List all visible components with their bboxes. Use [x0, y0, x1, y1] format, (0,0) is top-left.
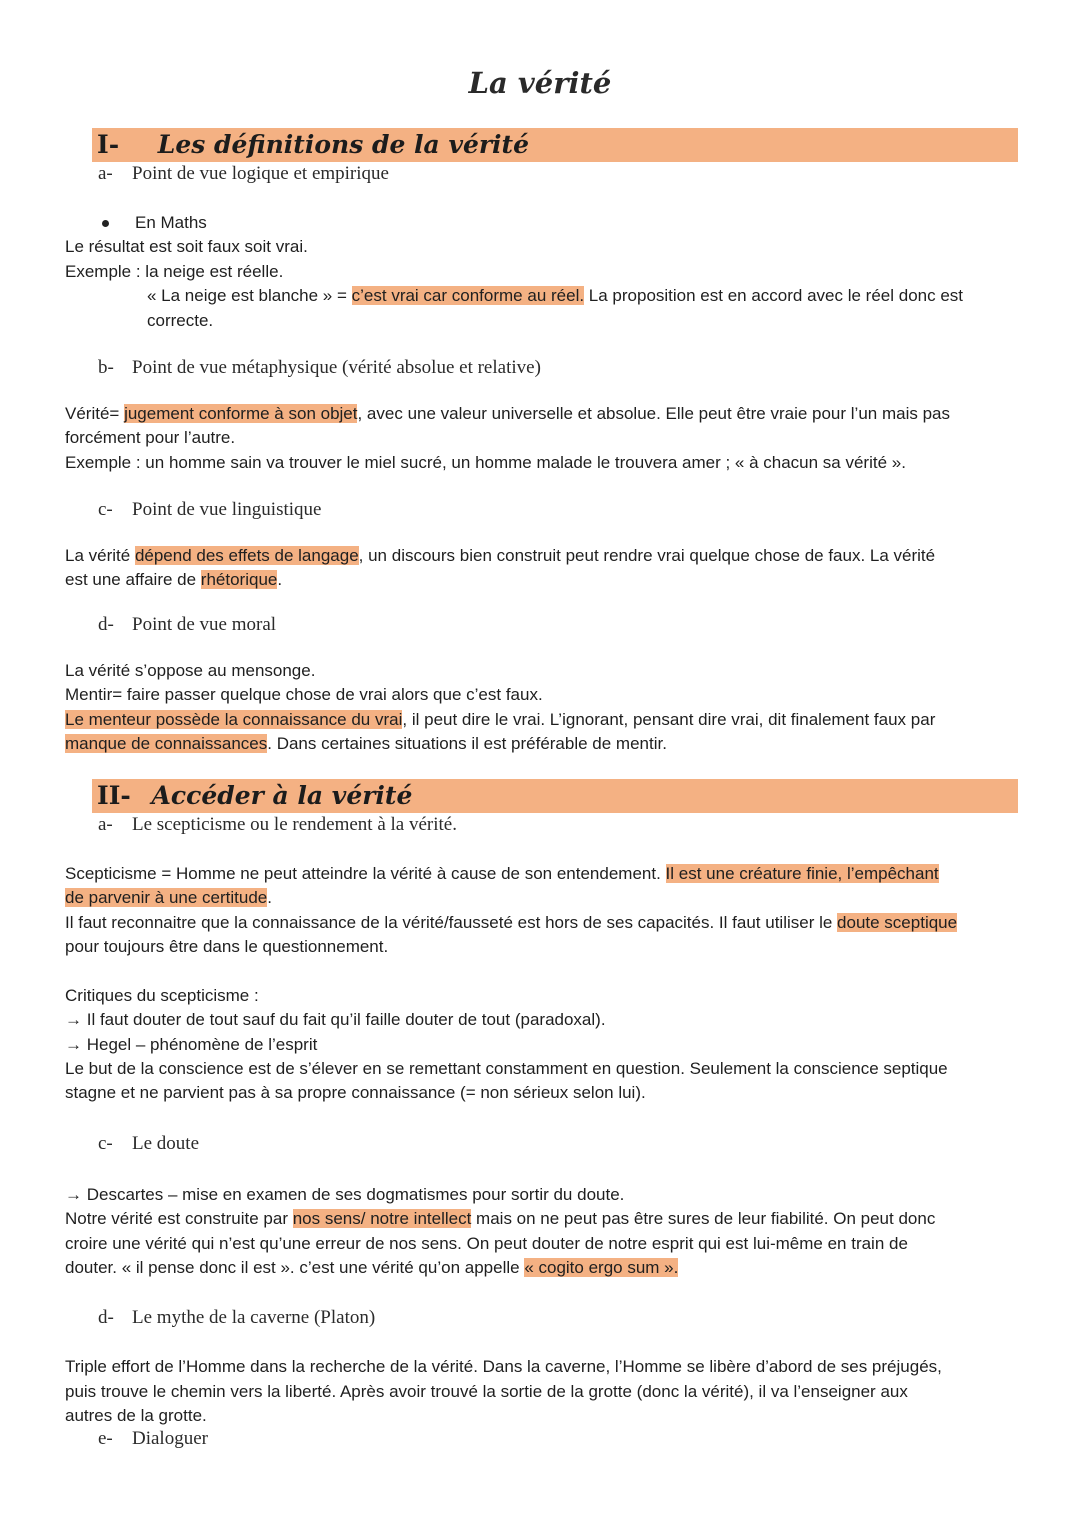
subsection-2a	[98, 814, 457, 836]
paragraph: pour toujours être dans le questionnement.	[65, 937, 389, 956]
subsection-1d	[98, 614, 276, 636]
highlight: doute sceptique	[837, 913, 958, 932]
bullet-icon	[102, 220, 109, 227]
highlight: rhétorique	[200, 570, 278, 589]
subsection-2c	[98, 1133, 199, 1155]
subsection-title: Point de vue métaphysique (vérité absolue et relative)	[132, 357, 541, 378]
subsection-1b	[98, 357, 541, 379]
paragraph: stagne et ne parvient pas à sa propre connaissance (= non sérieux selon lui).	[65, 1083, 646, 1102]
subsection-2d	[98, 1307, 375, 1329]
paragraph: autres de la grotte.	[65, 1406, 207, 1425]
paragraph: Mentir= faire passer quelque chose de vrai alors que c’est faux.	[65, 685, 543, 704]
paragraph: Le menteur possède la connaissance du vrai, il peut dire le vrai. L’ignorant, pensant dire vrai, dit finalement faux par	[65, 710, 936, 729]
highlight: de parvenir à une certitude	[65, 888, 268, 907]
paragraph: forcément pour l’autre.	[65, 428, 236, 447]
quote-line: correcte.	[147, 311, 214, 330]
paragraph: La vérité s’oppose au mensonge.	[65, 661, 316, 680]
subsection-title: Point de vue logique et empirique	[132, 163, 389, 184]
subsection-letter: e-	[98, 1428, 113, 1449]
highlight: dépend des effets de langage	[134, 546, 359, 565]
subsection-letter: d-	[98, 1307, 114, 1328]
paragraph: Exemple : un homme sain va trouver le miel sucré, un homme malade le trouvera amer ; « à chacun sa vérité ».	[65, 453, 906, 472]
paragraph: La vérité dépend des effets de langage, un discours bien construit peut rendre vrai quelque chose de faux. La vérité	[65, 546, 936, 565]
subsection-title: Le mythe de la caverne (Platon)	[132, 1307, 376, 1328]
section-1-number: I-	[97, 130, 120, 159]
subsection-letter: b-	[98, 357, 114, 378]
paragraph: Le résultat est soit faux soit vrai.	[65, 237, 308, 256]
section-2-number: II-	[97, 781, 131, 810]
paragraph: Vérité= jugement conforme à son objet, avec une valeur universelle et absolue. Elle peut être vraie pour l’un mais pas	[65, 404, 950, 423]
paragraph: Il faut reconnaitre que la connaissance de la vérité/fausseté est hors de ses capacités. Il faut utiliser le doute sceptique	[65, 913, 958, 932]
section-2-title: Accéder à la vérité	[151, 781, 413, 810]
subsection-letter: c-	[98, 1133, 113, 1154]
subsection-title: Point de vue linguistique	[132, 499, 322, 520]
highlight: manque de connaissances	[65, 734, 268, 753]
bullet-item: En Maths	[102, 211, 207, 236]
section-1-title: Les définitions de la vérité	[157, 130, 530, 159]
paragraph: Exemple : la neige est réelle.	[65, 262, 284, 281]
paragraph: de parvenir à une certitude.	[65, 888, 272, 907]
highlight: nos sens/ notre intellect	[292, 1209, 472, 1228]
subsection-letter: a-	[98, 814, 113, 835]
paragraph: → Descartes – mise en examen de ses dogmatismes pour sortir du doute.	[65, 1185, 625, 1204]
highlight: « cogito ergo sum ».	[524, 1258, 679, 1277]
paragraph: douter. « il pense donc il est ». c’est une vérité qu’on appelle « cogito ergo sum ».	[65, 1258, 679, 1277]
subsection-1a	[98, 163, 389, 185]
highlight: c’est vrai car conforme au réel.	[351, 286, 585, 305]
highlight: Le menteur possède la connaissance du vrai	[65, 710, 403, 729]
subsection-letter: a-	[98, 163, 113, 184]
highlight: jugement conforme à son objet	[124, 404, 358, 423]
paragraph: Critiques du scepticisme :	[65, 986, 259, 1005]
paragraph: croire une vérité qui n’est qu’une erreur de nos sens. On peut douter de notre esprit qui est lui-même en train de	[65, 1234, 908, 1253]
subsection-letter: c-	[98, 499, 113, 520]
paragraph: Notre vérité est construite par nos sens/ notre intellect mais on ne peut pas être sures de leur fiabilité. On peut donc	[65, 1209, 936, 1228]
paragraph: Le but de la conscience est de s’élever en se remettant constamment en question. Seulement la conscience septique	[65, 1059, 948, 1078]
subsection-2e	[98, 1428, 208, 1450]
section-2-heading	[97, 781, 412, 810]
paragraph: Triple effort de l’Homme dans la recherche de la vérité. Dans la caverne, l’Homme se libère d’abord de ses préjugés,	[65, 1357, 942, 1376]
subsection-1c	[98, 499, 321, 521]
paragraph: manque de connaissances. Dans certaines situations il est préférable de mentir.	[65, 734, 667, 753]
paragraph: Scepticisme = Homme ne peut atteindre la vérité à cause de son entendement. Il est une créature finie, l’empêchant	[65, 864, 939, 883]
paragraph: → Il faut douter de tout sauf du fait qu’il faille douter de tout (paradoxal).	[65, 1010, 606, 1029]
subsection-title: Point de vue moral	[132, 614, 277, 635]
quote-line: « La neige est blanche » = c’est vrai car conforme au réel. La proposition est en accord avec le réel donc est	[147, 286, 964, 305]
highlight: Il est une créature finie, l’empêchant	[665, 864, 939, 883]
subsection-title: Le scepticisme ou le rendement à la vérité.	[132, 814, 457, 835]
subsection-title: Le doute	[132, 1133, 200, 1154]
page-title: La vérité	[468, 66, 612, 100]
section-1-heading	[97, 130, 529, 159]
paragraph: puis trouve le chemin vers la liberté. Après avoir trouvé la sortie de la grotte (donc la vérité), il va l’enseigner aux	[65, 1382, 908, 1401]
paragraph: est une affaire de rhétorique.	[65, 570, 283, 589]
paragraph: → Hegel – phénomène de l’esprit	[65, 1035, 318, 1054]
subsection-title: Dialoguer	[132, 1428, 208, 1449]
subsection-letter: d-	[98, 614, 114, 635]
